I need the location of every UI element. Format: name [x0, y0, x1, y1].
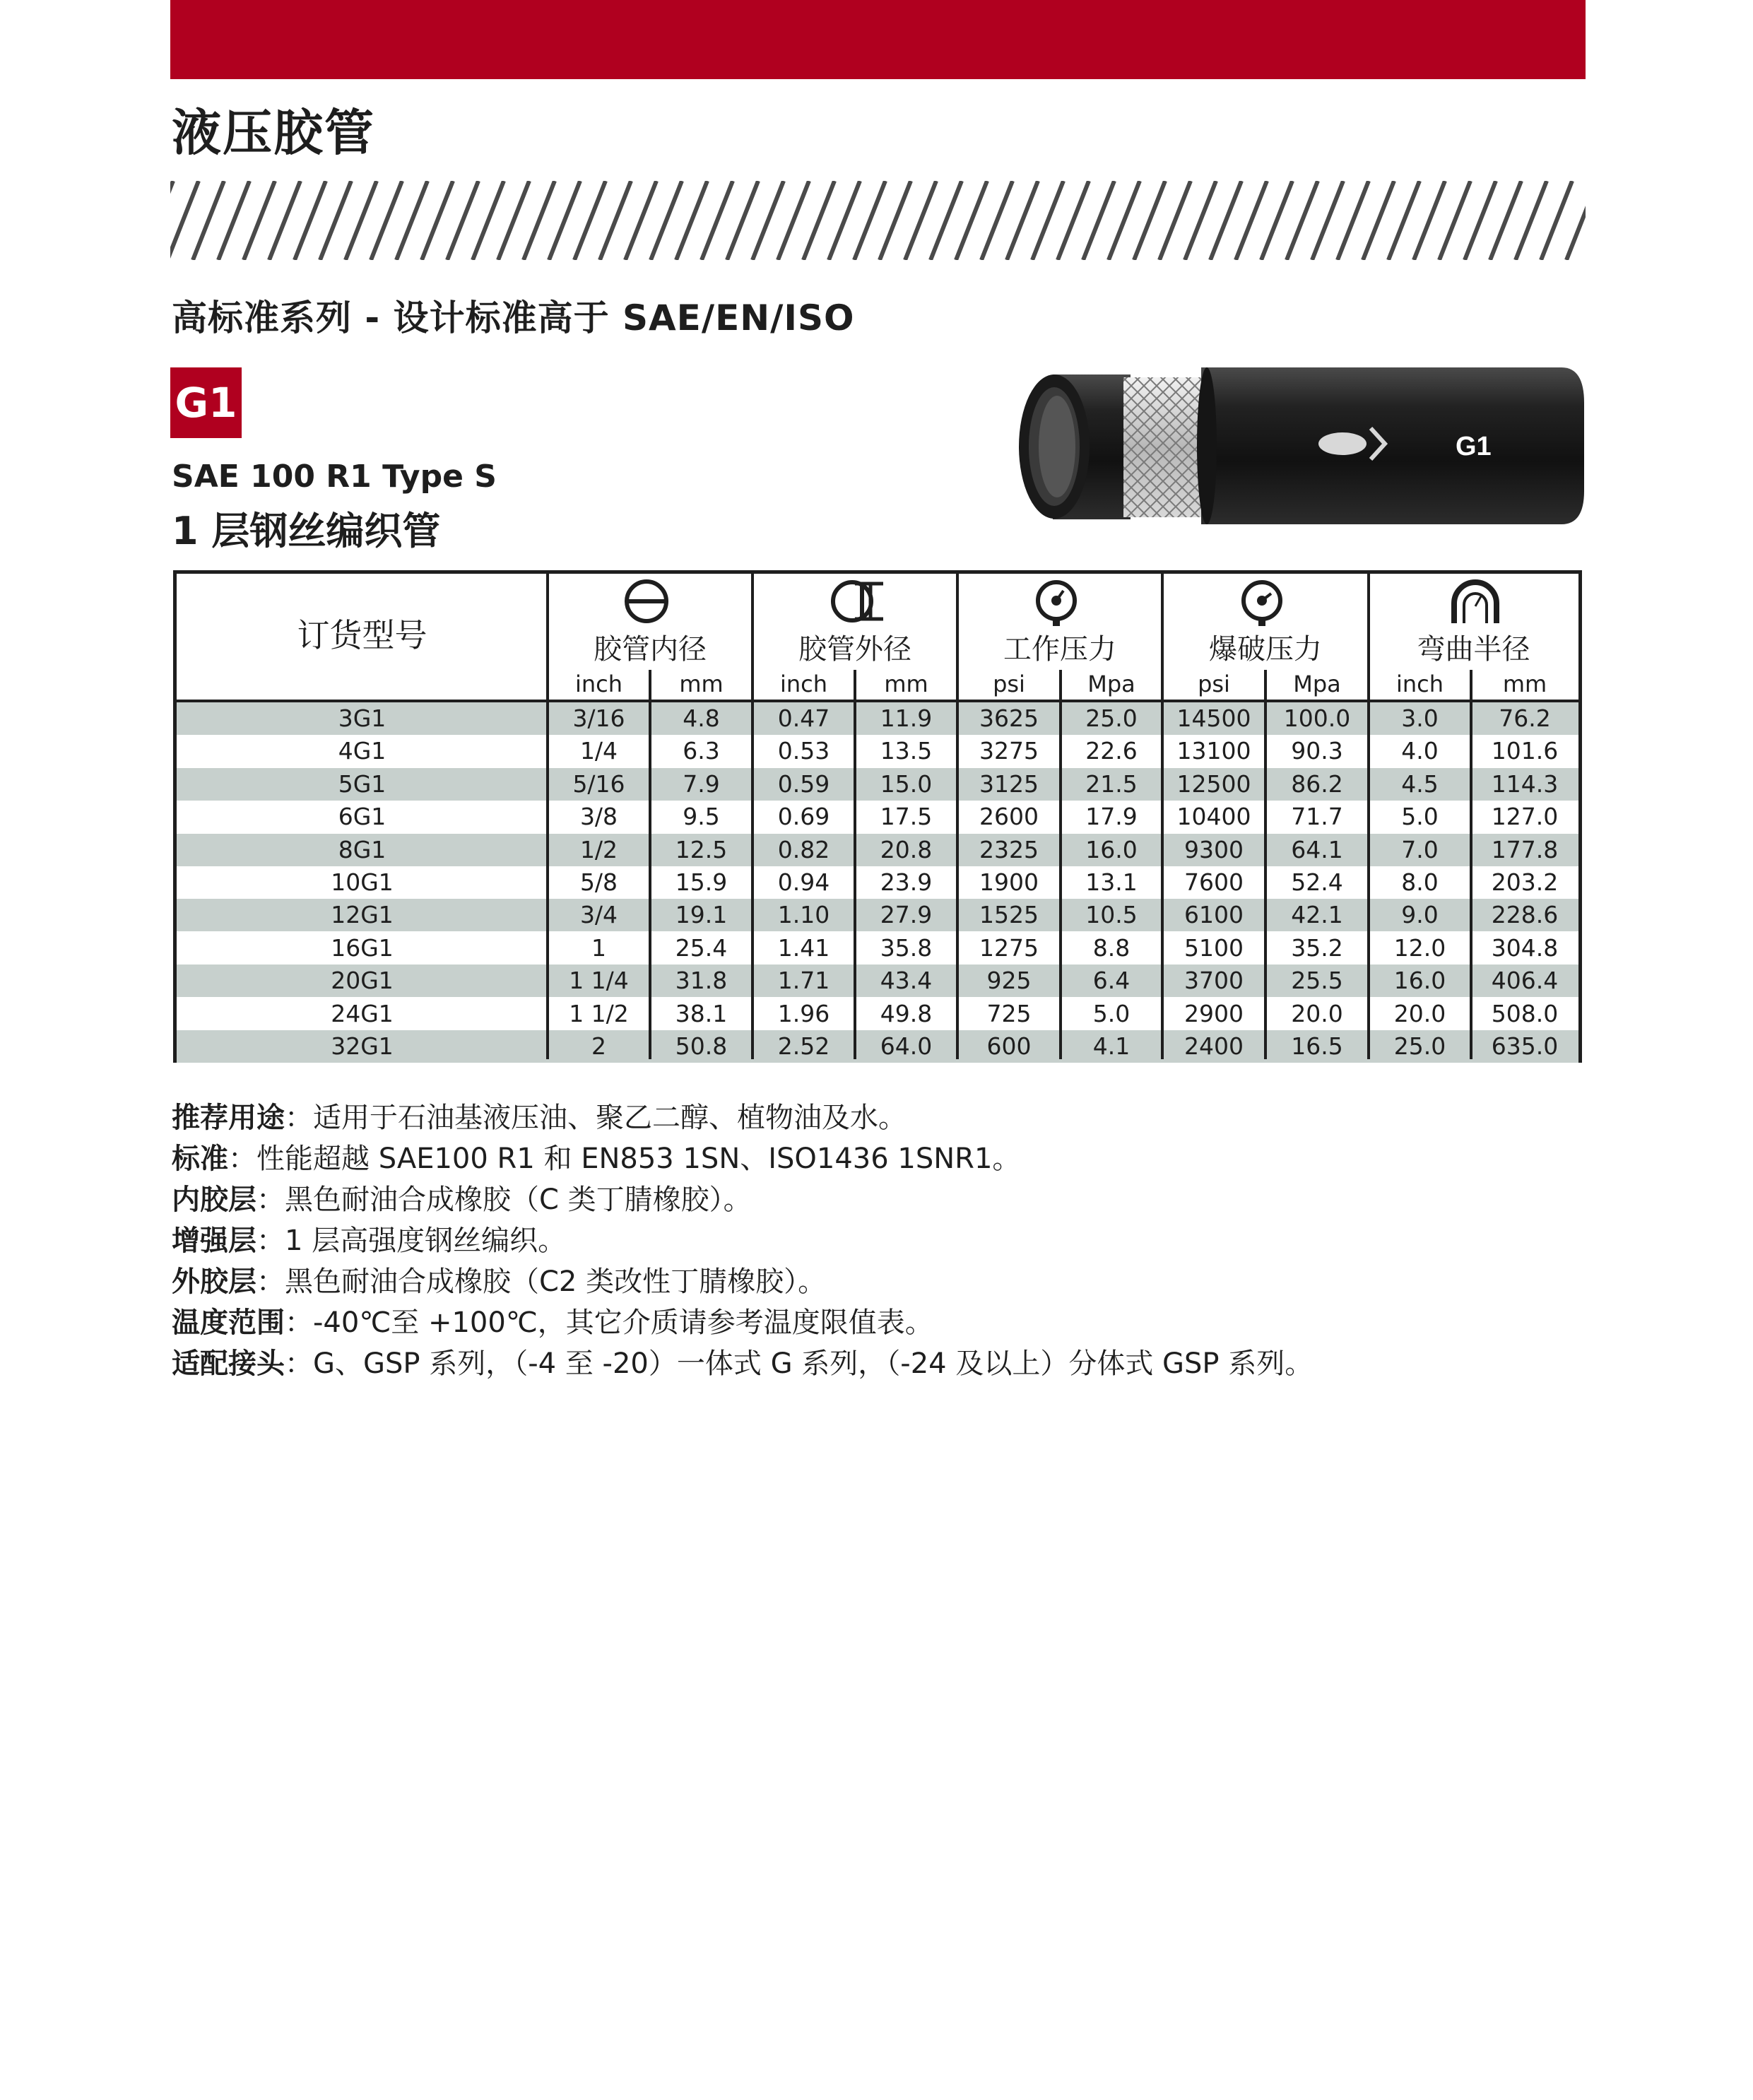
- table-cell: 17.9: [1085, 803, 1138, 831]
- column-divider: [1367, 574, 1370, 1059]
- table-cell: 5.0: [1092, 999, 1131, 1027]
- table-cell: 3275: [979, 737, 1039, 765]
- hatch-stripe: [1261, 181, 1292, 260]
- unit-label: Mpa: [1087, 671, 1135, 697]
- hatch-stripe: [1032, 181, 1063, 260]
- hatch-stripe: [549, 181, 580, 260]
- table-cell: 90.3: [1291, 737, 1343, 765]
- table-cell: 203.2: [1491, 868, 1559, 896]
- hatch-stripe: [193, 181, 224, 260]
- table-cell: 10.5: [1085, 901, 1138, 929]
- table-cell: 15.9: [675, 868, 728, 896]
- table-cell: 64.0: [880, 1032, 933, 1060]
- product-description: 1 层钢丝编织管: [172, 509, 441, 553]
- hatch-stripe: [676, 181, 707, 260]
- table-cell: 3.0: [1401, 704, 1439, 732]
- table-cell: 114.3: [1491, 769, 1559, 798]
- table-cell: 2900: [1184, 999, 1244, 1027]
- hatch-stripe: [1490, 181, 1521, 260]
- table-cell: 25.0: [1085, 704, 1138, 732]
- hatch-stripe: [1236, 181, 1267, 260]
- table-cell: 2325: [979, 835, 1039, 863]
- series-subtitle: 高标准系列 - 设计标准高于 SAE/EN/ISO: [172, 297, 855, 338]
- table-cell: 5100: [1184, 933, 1244, 962]
- table-cell: 1 1/4: [569, 967, 629, 995]
- table-cell: 16.5: [1291, 1032, 1343, 1060]
- table-cell: 5/8: [579, 868, 618, 896]
- table-cell: 4.1: [1092, 1032, 1131, 1060]
- note-line: [172, 1220, 1585, 1261]
- hatch-stripe: [956, 181, 987, 260]
- table-cell: 14500: [1176, 704, 1251, 732]
- spec-standard: SAE 100 R1 Type S: [172, 459, 497, 495]
- table-cell: 7.9: [683, 769, 720, 798]
- header-divider: [177, 700, 1578, 702]
- hatch-stripe: [1007, 181, 1038, 260]
- note-text: ：黑色耐油合成橡胶（C2 类改性丁腈橡胶）。: [256, 1266, 827, 1298]
- order-number-cell: 24G1: [331, 999, 394, 1027]
- table-cell: 25.0: [1393, 1032, 1446, 1060]
- hatch-stripe: [1388, 181, 1419, 260]
- hatch-stripe: [574, 181, 606, 260]
- table-cell: 228.6: [1491, 901, 1559, 929]
- hatch-stripe: [727, 181, 758, 260]
- note-line: [172, 1138, 1585, 1179]
- order-number-cell: 12G1: [331, 901, 394, 929]
- hatch-stripe: [473, 181, 504, 260]
- column-group-label: 爆破压力: [1209, 633, 1322, 666]
- hatch-stripe: [269, 181, 300, 260]
- table-cell: 1.10: [777, 901, 830, 929]
- hatch-stripe: [346, 181, 377, 260]
- table-cell: 6.4: [1092, 967, 1131, 995]
- column-group-label: 胶管内径: [594, 633, 707, 666]
- note-label: 外胶层: [172, 1266, 256, 1298]
- unit-label: inch: [1395, 671, 1444, 697]
- hatch-stripe: [524, 181, 555, 260]
- table-cell: 508.0: [1491, 999, 1559, 1027]
- table-cell: 13100: [1176, 737, 1251, 765]
- hatch-stripe: [295, 181, 326, 260]
- note-text: ：适用于石油基液压油、聚乙二醇、植物油及水。: [285, 1102, 907, 1134]
- order-number-cell: 4G1: [338, 737, 386, 765]
- table-cell: 12500: [1176, 769, 1251, 798]
- table-cell: 7.0: [1401, 835, 1439, 863]
- order-number-cell: 16G1: [331, 933, 394, 962]
- table-cell: 10400: [1176, 803, 1251, 831]
- table-cell: 3700: [1184, 967, 1244, 995]
- column-divider: [956, 574, 959, 1059]
- table-cell: 50.8: [675, 1032, 728, 1060]
- column-group-label: 胶管外径: [798, 633, 911, 666]
- hatch-stripe: [498, 181, 529, 260]
- unit-label: inch: [574, 671, 623, 697]
- order-number-cell: 6G1: [338, 803, 386, 831]
- table-cell: 1/4: [579, 737, 618, 765]
- table-cell: 406.4: [1491, 967, 1559, 995]
- unit-label: mm: [679, 671, 724, 697]
- note-line: [172, 1261, 1585, 1302]
- column-divider: [1059, 670, 1062, 1059]
- table-cell: 9.0: [1401, 901, 1439, 929]
- column-divider: [649, 670, 651, 1059]
- table-cell: 13.5: [880, 737, 933, 765]
- order-number-cell: 32G1: [331, 1032, 394, 1060]
- table-cell: 0.94: [777, 868, 830, 896]
- table-cell: 3625: [979, 704, 1039, 732]
- column-divider: [1470, 670, 1472, 1059]
- table-cell: 8.0: [1401, 868, 1439, 896]
- table-cell: 0.69: [777, 803, 830, 831]
- table-cell: 1525: [979, 901, 1039, 929]
- table-cell: 86.2: [1291, 769, 1343, 798]
- hatch-stripe: [1516, 181, 1547, 260]
- column-group-label: 工作压力: [1003, 633, 1116, 666]
- hatch-stripe: [1134, 181, 1165, 260]
- table-cell: 12.0: [1393, 933, 1446, 962]
- table-cell: 9.5: [683, 803, 720, 831]
- table-cell: 1.41: [777, 933, 830, 962]
- table-cell: 725: [986, 999, 1032, 1027]
- note-text: ：黑色耐油合成橡胶（C 类丁腈橡胶）。: [256, 1184, 752, 1216]
- order-number-cell: 5G1: [338, 769, 386, 798]
- hatch-stripe: [371, 181, 402, 260]
- note-text: ：性能超越 SAE100 R1 和 EN853 1SN、ISO1436 1SNR1。: [228, 1143, 1021, 1175]
- table-cell: 0.59: [777, 769, 830, 798]
- table-cell: 304.8: [1491, 933, 1559, 962]
- hatch-stripe: [1185, 181, 1216, 260]
- column-divider: [546, 574, 549, 1059]
- note-text: ：G、GSP 系列，（-4 至 -20）一体式 G 系列，（-24 及以上）分体式 GSP 系列。: [285, 1347, 1314, 1380]
- table-cell: 23.9: [880, 868, 933, 896]
- table-cell: 1.96: [777, 999, 830, 1027]
- table-cell: 3125: [979, 769, 1039, 798]
- page-title: 液压胶管: [172, 104, 375, 162]
- table-cell: 25.5: [1291, 967, 1343, 995]
- table-cell: 15.0: [880, 769, 933, 798]
- hatch-stripe: [1287, 181, 1318, 260]
- table-cell: 3/8: [579, 803, 618, 831]
- table-cell: 1/2: [579, 835, 618, 863]
- unit-label: psi: [1198, 671, 1230, 697]
- table-cell: 21.5: [1085, 769, 1138, 798]
- table-cell: 600: [986, 1032, 1032, 1060]
- hatch-stripe: [1541, 181, 1572, 260]
- order-number-cell: 8G1: [338, 835, 386, 863]
- table-cell: 1 1/2: [569, 999, 629, 1027]
- order-number-cell: 20G1: [331, 967, 394, 995]
- hatch-stripe: [752, 181, 784, 260]
- hatch-stripe: [396, 181, 427, 260]
- notes-list: [172, 1097, 1585, 1384]
- table-cell: 42.1: [1291, 901, 1343, 929]
- table-cell: 2400: [1184, 1032, 1244, 1060]
- inner-diameter-icon: [622, 578, 671, 627]
- table-cell: 20.8: [880, 835, 933, 863]
- table-cell: 4.5: [1401, 769, 1439, 798]
- table-cell: 1.71: [777, 967, 830, 995]
- hatch-stripe: [1109, 181, 1140, 260]
- table-cell: 25.4: [675, 933, 728, 962]
- table-cell: 1: [591, 933, 606, 962]
- table-cell: 19.1: [675, 901, 728, 929]
- hatch-stripe: [447, 181, 478, 260]
- table-cell: 16.0: [1085, 835, 1138, 863]
- table-cell: 2: [591, 1032, 606, 1060]
- table-cell: 64.1: [1291, 835, 1343, 863]
- order-number-header: 订货型号: [297, 616, 427, 654]
- unit-label: inch: [779, 671, 828, 697]
- hatch-stripe: [702, 181, 733, 260]
- hatch-stripe: [1159, 181, 1191, 260]
- table-cell: 16.0: [1393, 967, 1446, 995]
- table-cell: 8.8: [1092, 933, 1131, 962]
- note-line: [172, 1179, 1585, 1220]
- note-label: 内胶层: [172, 1184, 256, 1216]
- unit-label: mm: [884, 671, 928, 697]
- table-cell: 43.4: [880, 967, 933, 995]
- hatch-stripe: [931, 181, 962, 260]
- note-label: 增强层: [172, 1225, 256, 1257]
- column-divider: [1264, 670, 1267, 1059]
- note-label: 标准: [172, 1143, 228, 1175]
- hatch-stripe: [1210, 181, 1241, 260]
- note-label: 推荐用途: [172, 1102, 285, 1134]
- hatch-stripe: [1439, 181, 1470, 260]
- table-cell: 101.6: [1491, 737, 1559, 765]
- hatch-divider: [170, 181, 1586, 260]
- table-cell: 2.52: [777, 1032, 830, 1060]
- note-text: ：-40℃至 +100℃，其它介质请参考温度限值表。: [285, 1306, 933, 1339]
- table-cell: 3/4: [579, 901, 618, 929]
- table-cell: 177.8: [1491, 835, 1559, 863]
- table-cell: 7600: [1184, 868, 1244, 896]
- table-cell: 13.1: [1085, 868, 1138, 896]
- hatch-stripe: [981, 181, 1013, 260]
- order-number-cell: 10G1: [331, 868, 394, 896]
- table-cell: 3/16: [572, 704, 625, 732]
- hatch-stripe: [1338, 181, 1369, 260]
- hatch-stripe: [218, 181, 249, 260]
- hatch-stripe: [1312, 181, 1343, 260]
- hatch-stripe: [1465, 181, 1496, 260]
- hatch-stripe: [1058, 181, 1089, 260]
- hatch-stripe: [829, 181, 860, 260]
- hatch-stripe: [803, 181, 834, 260]
- hose-image: [1010, 360, 1590, 530]
- hatch-stripe: [778, 181, 809, 260]
- pressure-gauge-icon: [1032, 578, 1081, 630]
- table-cell: 35.8: [880, 933, 933, 962]
- table-cell: 127.0: [1491, 803, 1559, 831]
- note-text: ：1 层高强度钢丝编织。: [256, 1225, 567, 1257]
- table-cell: 0.82: [777, 835, 830, 863]
- hatch-stripe: [600, 181, 631, 260]
- table-cell: 5/16: [572, 769, 625, 798]
- note-label: 适配接头: [172, 1347, 285, 1380]
- table-cell: 1275: [979, 933, 1039, 962]
- column-divider: [854, 670, 856, 1059]
- table-cell: 76.2: [1499, 704, 1551, 732]
- hatch-stripe: [1083, 181, 1114, 260]
- unit-label: psi: [993, 671, 1025, 697]
- table-cell: 925: [986, 967, 1032, 995]
- table-cell: 4.0: [1401, 737, 1439, 765]
- unit-label: mm: [1502, 671, 1547, 697]
- table-cell: 17.5: [880, 803, 933, 831]
- table-cell: 5.0: [1401, 803, 1439, 831]
- hatch-stripe: [625, 181, 656, 260]
- note-line: [172, 1343, 1585, 1384]
- hatch-stripe: [170, 181, 199, 260]
- table-cell: 38.1: [675, 999, 728, 1027]
- table-cell: 6100: [1184, 901, 1244, 929]
- order-number-cell: 3G1: [338, 704, 386, 732]
- hatch-stripe: [244, 181, 275, 260]
- table-cell: 11.9: [880, 704, 933, 732]
- top-red-bar: [170, 0, 1586, 79]
- note-line: [172, 1302, 1585, 1343]
- note-label: 温度范围: [172, 1306, 285, 1339]
- table-cell: 20.0: [1393, 999, 1446, 1027]
- hatch-stripe: [905, 181, 936, 260]
- table-cell: 20.0: [1291, 999, 1343, 1027]
- table-cell: 0.53: [777, 737, 830, 765]
- table-cell: 1900: [979, 868, 1039, 896]
- hatch-stripe: [1363, 181, 1394, 260]
- burst-gauge-icon: [1237, 578, 1287, 630]
- table-cell: 52.4: [1291, 868, 1343, 896]
- table-cell: 6.3: [683, 737, 720, 765]
- column-divider: [1161, 574, 1164, 1059]
- column-group-label: 弯曲半径: [1417, 633, 1530, 666]
- hatch-stripe: [880, 181, 911, 260]
- unit-label: Mpa: [1293, 671, 1341, 697]
- table-cell: 27.9: [880, 901, 933, 929]
- table-cell: 100.0: [1283, 704, 1351, 732]
- hatch-stripe: [651, 181, 682, 260]
- bend-radius-icon: [1446, 578, 1505, 627]
- hatch-stripe: [320, 181, 351, 260]
- table-cell: 4.8: [683, 704, 720, 732]
- table-cell: 71.7: [1291, 803, 1343, 831]
- hatch-stripe: [422, 181, 453, 260]
- table-cell: 12.5: [675, 835, 728, 863]
- table-cell: 2600: [979, 803, 1039, 831]
- product-badge: G1: [170, 367, 242, 438]
- table-cell: 35.2: [1291, 933, 1343, 962]
- table-cell: 635.0: [1491, 1032, 1559, 1060]
- column-divider: [751, 574, 754, 1059]
- hose-label: G1: [1456, 432, 1492, 461]
- table-cell: 31.8: [675, 967, 728, 995]
- table-cell: 0.47: [777, 704, 830, 732]
- table-cell: 49.8: [880, 999, 933, 1027]
- outer-diameter-icon: [827, 578, 890, 627]
- table-cell: 9300: [1184, 835, 1244, 863]
- table-cell: 22.6: [1085, 737, 1138, 765]
- note-line: [172, 1097, 1585, 1138]
- spec-table: [173, 570, 1582, 1063]
- hatch-stripe: [1414, 181, 1445, 260]
- hatch-stripe: [854, 181, 885, 260]
